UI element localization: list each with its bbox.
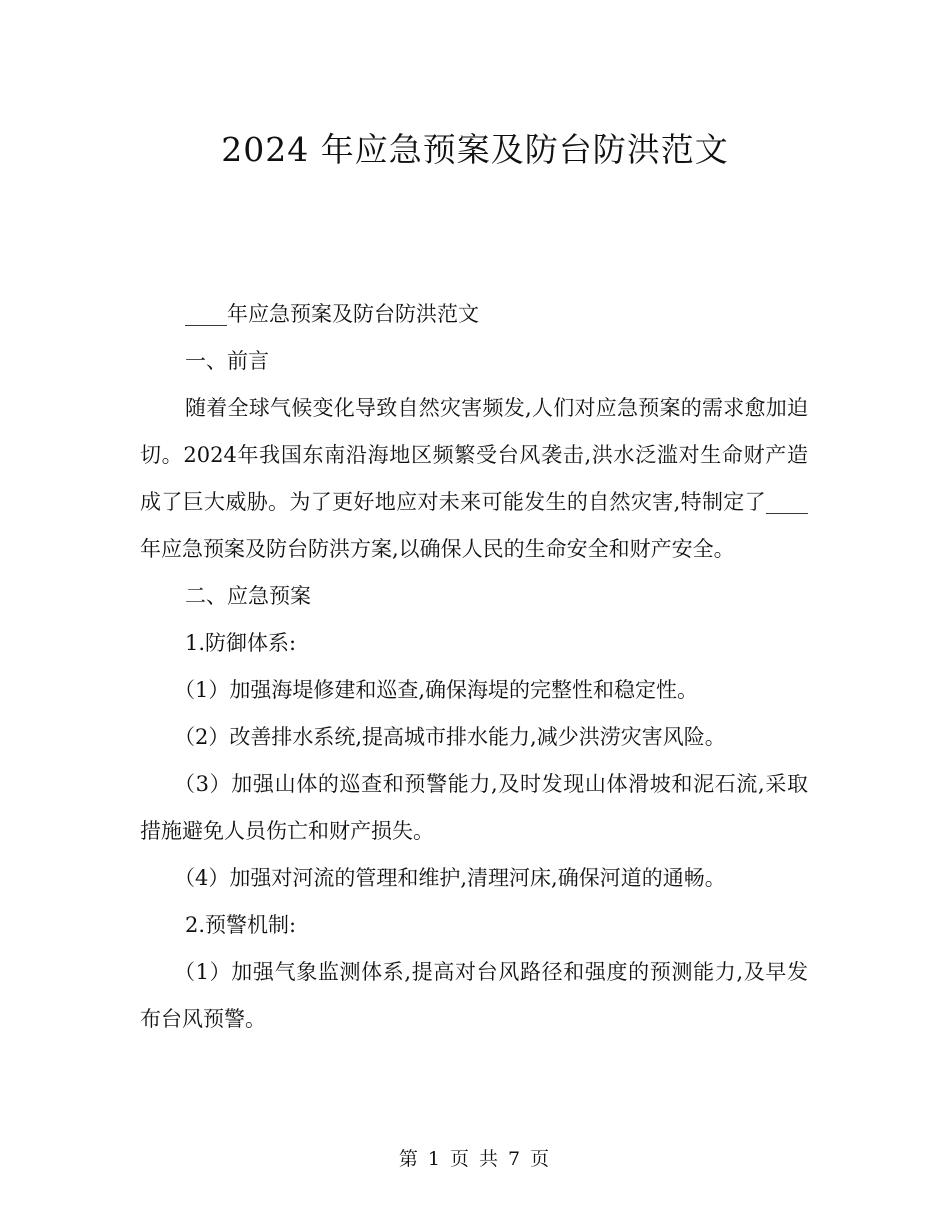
list-item-warning-1: （1）加强气象监测体系,提高对台风路径和强度的预测能力,及早发布台风预警。 [140, 960, 808, 1031]
subheading-warning-mechanism: 2.预警机制: [185, 913, 297, 937]
page-number-footer: 第 1 页 共 7 页 [398, 1148, 552, 1170]
paragraph-preface: 随着全球气候变化导致自然灾害频发,人们对应急预案的需求愈加迫切。2024年我国东南沿海地区频繁受台风袭击,洪水泛滥对生命财产造成了巨大威胁。为了更好地应对未来可能发生的自然灾害,特制定了____年应急预案及防台防洪方案,以确保人民的生命安全和财产安全。 [140, 396, 808, 561]
paragraph-subtitle: ____年应急预案及防台防洪范文 [185, 302, 479, 326]
document-title: 2024 年应急预案及防台防洪范文 [221, 130, 729, 169]
list-item-defense-2: （2）改善排水系统,提高城市排水能力,减少洪涝灾害风险。 [174, 725, 726, 749]
list-item-defense-3: （3）加强山体的巡查和预警能力,及时发现山体滑坡和泥石流,采取措施避免人员伤亡和财产损失。 [140, 772, 808, 843]
heading-emergency-plan: 二、应急预案 [185, 584, 311, 608]
document-body [140, 291, 808, 1043]
list-item-defense-1: （1）加强海堤修建和巡查,确保海堤的完整性和稳定性。 [174, 678, 699, 702]
list-item-defense-4: （4）加强对河流的管理和维护,清理河床,确保河道的通畅。 [174, 866, 726, 890]
heading-preface: 一、前言 [185, 349, 269, 373]
subheading-defense-system: 1.防御体系: [185, 631, 297, 655]
